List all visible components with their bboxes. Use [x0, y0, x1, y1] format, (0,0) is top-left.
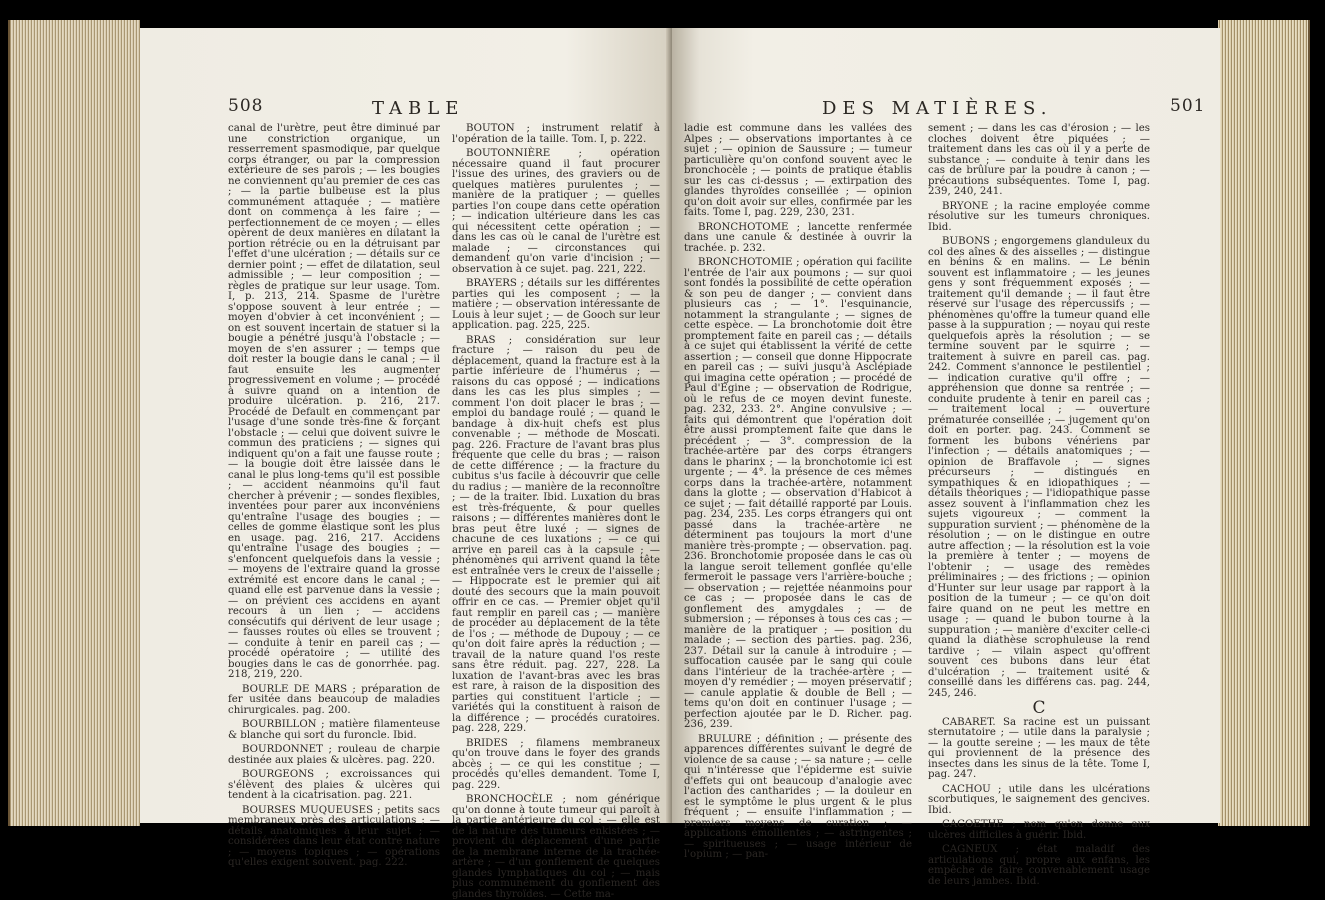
index-entry: BRONCHOTOMIE ; opération qui facilite l'entrée de l'air aux poumons ; — sur quoi sont fondés la possibilité de cette opération & son peu de danger ; — convient dans plusieurs cas ; — 1°. l'esquinancie, notamment la strangulante ; — signes de cette espèce. — La bronchotomie doit être promptement faite en pareil cas ; — détails à ce sujet qui établissent la vérité de cette assertion ; — conseil que donne Hippocrate en pareil cas ; — suivi jusqu'à Asclépiade qui imagina cette opération ; — procédé de Paul d'Egine ; — observation de Rodrigue, où le refus de ce moyen devint funeste. pag. 232, 233. 2°. Angine convulsive ; — faits qui démontrent que l'opération doit être aussi promptement faite que dans le précédent ; — 3°. compression de la trachée-artère par des corps étrangers dans le pharinx ; — la bronchotomie ici est urgente ; — 4°. la présence de ces mêmes corps dans la trachée-artère, notamment dans la glotte ; — observation d'Habicot à ce sujet ; — fait détaillé rapporté par Louis. pag. 234, 235. Les corps étrangers qui ont passé dans la trachée-artère ne déterminent pas toujours la mort d'une manière très-prompte ; — observation. pag. 236. Bronchotomie proposée dans le cas où la langue seroit tellement gonflée qu'elle fermeroit le passage vers l'arrière-bouche ; — observation ; — rejettée néanmoins pour ce cas ; — proposée dans le cas de gonflement des amygdales ; — de submersion ; — réponses à tous ces cas ; — manière de la pratiquer ; — position du malade ; — section des parties. pag. 236, 237. Détail sur la canule à introduire ; — suffocation causée par le sang qui coule dans l'intérieur de la trachée-artère ; — moyen d'y remédier ; — moyen préservatif ; — canule applatie & double de Bell ; — tems qu'on doit en continuer l'usage ; — perfection ajoutée par le D. Richer. pag. 236, 239.	[684, 257, 912, 730]
book-edge-right	[1218, 20, 1318, 826]
index-entry: BOURBILLON ; matière filamenteuse & blanche qui sort du furoncle. Ibid.	[228, 719, 440, 741]
index-entry: BOURGEONS ; excroissances qui s'élèvent des plaies & ulcères qui tendent à la cicatrisation. pag. 221.	[228, 769, 440, 801]
index-entry: sement ; — dans les cas d'érosion ; — les cloches doivent être piquées ; — traitement dans les cas où il y a perte de substance ; — conduite à tenir dans les cas de brûlure par la poudre à canon ; — précautions subséquentes. Tome I, pag. 239, 240, 241.	[928, 123, 1150, 197]
left-page	[140, 28, 672, 900]
index-entry: BOURSES MUQUEUSES ; petits sacs membraneux près des articulations ; — détails anatomiques à leur sujet ; — considérées dans leur état contre nature ; — moyens topiques ; — opérations qu'elles exigent souvent. pag. 222.	[228, 804, 440, 868]
index-entry: BOUTONNIÈRE ; opération nécessaire quand il faut procurer l'issue des urines, des graviers ou de quelques matières purulentes ; — manière de la pratiquer ; — quelles parties l'on coupe dans cette opération ; — indication ultérieure dans les cas qui nécessitent cette opération ; — dans les cas où le canal de l'urètre est malade ; — circonstances qui demandent qu'on varie d'incision ; — observation à ce sujet. pag. 221, 222.	[452, 148, 660, 275]
index-entry: BRYONE ; la racine employée comme résolutive sur les tumeurs chroniques. Ibid.	[928, 200, 1150, 233]
left-column-2	[452, 123, 661, 900]
index-entry: BRONCHOTOME ; lancette renfermée dans une canule & destinée à ouvrir la trachée. p. 232.	[684, 221, 912, 254]
index-entry: BOURLE DE MARS ; préparation de fer usitée dans beaucoup de maladies chirurgicales. pag. 200.	[228, 683, 440, 716]
left-column-1	[228, 123, 440, 868]
index-entry: CACHOU ; utile dans les ulcérations scorbutiques, le saignement des gencives. Ibid.	[928, 783, 1150, 816]
book-edge-left	[0, 20, 140, 826]
index-entry: CABARET. Sa racine est un puissant sternutatoire ; — utile dans la paralysie ; — la goutte sereine ; — les maux de tête qui proviennent de la présence des insectes dans les sinus de la tête. Tome I, pag. 247.	[928, 716, 1150, 780]
index-entry: CAGNEUX ; état maladif des articulations qui, propre aux enfans, les empêche de faire convenablement usage de leurs jambes. Ibid.	[928, 844, 1150, 887]
left-page-number: 508	[228, 96, 264, 116]
right-column-1	[684, 123, 912, 860]
index-entry: canal de l'urètre, peut être diminué par une constriction organique, un resserrement spasmodique, par quelque corps étranger, ou par la compression extérieure de ses parois ; — les bougies ne conviennent qu'au premier de ces cas ; — la partie bulbeuse est la plus communément attaquée ; — matière dont on commença à les faire ; — perfectionnement de ce moyen ; — elles opèrent de deux manières en dilatant la portion rétrécie ou en la détruisant par l'effet d'une ulcération ; — détails sur ce dernier point ; — effet de dilatation, seul admissible ; — leur composition ; — règles de pratique sur leur usage. Tom. I, p. 213, 214. Spasme de l'urètre s'oppose souvent à leur entrée ; — moyen d'obvier à cet inconvénient ; — on est souvent incertain de statuer si la bougie a pénétré jusqu'à l'obstacle ; — moyen de s'en assurer ; — temps que doit rester la bougie dans le canal ; — il faut ensuite les augmenter progressivement en volume ; — procédé à suivre quand on a intention de produire ulcération. p. 216, 217. Procédé de Default en commençant par l'usage d'une sonde très-fine & forçant l'obstacle ; — celui que doivent suivre le commun des praticiens ; — signes qui indiquent qu'on a fait une fausse route ; — la bougie doit être laissée dans le canal le plus long-tems qu'il est possible ; — accident néanmoins qu'il faut chercher à prévenir ; — sondes flexibles, inventées pour parer aux inconvéniens qu'entraîne l'usage des bougies ; — celles de gomme élastique sont les plus en usage. pag. 216, 217. Accidens qu'entraîne l'usage des bougies ; — s'enfoncent quelquefois dans la vessie ; — moyens de l'extraire quand la grosse extrémité est encore dans le canal ; — quand elle est parvenue dans la vessie ; — on prévient ces accidens en ayant recours à un lien ; — accidens consécutifs qui dérivent de leur usage ; — fausses routes où elles se trouvent ; — conduite à tenir en pareil cas ; — procédé opératoire ; — utilité des bougies dans le cas de gonorrhée. pag. 218, 219, 220.	[228, 123, 440, 680]
section-letter-heading: C	[1032, 698, 1046, 718]
index-entry: BRIDES ; filamens membraneux qu'on trouve dans le foyer des grands abcès ; — ce qui les constitue ; — procédés qu'elles demandent. Tome I, pag. 229.	[452, 737, 660, 791]
index-entry: BOUTON ; instrument relatif à l'opération de la taille. Tom. I, p. 222.	[452, 123, 660, 145]
right-running-head: DES MATIÈRES.	[822, 98, 1053, 119]
right-page-number: 501	[1170, 96, 1206, 116]
left-running-head: TABLE	[372, 98, 465, 119]
index-entry: BRAYERS ; détails sur les différentes parties qui les composent ; — la matière ; — observation intéressante de Louis à leur sujet ; — de Gooch sur leur application. pag. 225, 225.	[452, 278, 660, 331]
index-entry: BRULURE ; définition ; — présente des apparences différentes suivant le degré de violence de sa cause ; — sa nature ; — celle qui n'intéresse que l'épiderme est suivie d'effets qui ont beaucoup d'analogie avec l'action des cantharides ; — la douleur en est le symptôme le plus urgent & le plus fréquent ; — ensuite l'inflammation ; — premiers moyens de curation ; — applications émollientes ; — astringentes ; — spiritueuses ; — usage intérieur de l'opium ; — pan-	[684, 733, 912, 860]
index-entry: BUBONS ; engorgemens glanduleux du col des aînes & des aisselles ; — distingue en bénins & en malins. — Le bénin souvent est inflammatoire ; — les jeunes gens y sont fréquemment exposés ; — traitement qu'il demande ; — il faut être réservé sur l'usage des répercussifs ; — phénomènes qu'offre la tumeur quand elle passe à la suppuration ; — noyau qui reste quelquefois après la résolution ; — se termine souvent par le squirre ; — traitement à suivre en pareil cas. pag. 242. Comment s'annonce le pestilentiel ; — indication curative qu'il offre ; — appréhension que donne sa rentrée ; — conduite prudente à tenir en pareil cas ; — traitement local ; — ouverture prématurée conseillée ; — jugement qu'on doit en porter. pag. 243. Comment se forment les bubons vénériens par l'infection ; — détails anatomiques ; — opinion de Braffavole ; — signes précurseurs ; — distingués en sympathiques & en idiopathiques ; — détails théoriques ; — l'idiopathique passe assez souvent à l'inflammation chez les sujets vigoureux ; — comment la suppuration survient ; — phénomène de la résolution ; — on le distingue en outre autre affection ; — la résolution est la voie la première à tenter ; — moyens de l'obtenir ; — usage des remèdes préliminaires ; — des frictions ; — opinion d'Hunter sur leur usage par rapport à la position de la tumeur ; — ce qu'on doit faire quand on ne peut les mettre en usage ; — quand le bubon tourne à la suppuration ; — manière d'exciter celle-ci quand la diathèse scrophuleuse la rend tardive ; — vilain aspect qu'offrent souvent ces bubons dans leur état d'ulcération ; — traitement usité & conseillé dans les différens cas. pag. 244, 245, 246.	[928, 236, 1150, 699]
right-column-2	[928, 123, 1150, 887]
index-entry: BRAS ; considération sur leur fracture ; — raison du peu de déplacement, quand la fracture est à la partie inférieure de l'humérus ; — raisons du cas opposé ; — indications dans les cas les plus simples ; — comment l'on doit placer le bras ; — emploi du bandage roulé ; — quand le bandage à dix-huit chefs est plus convenable ; — méthode de Moscati. pag. 226. Fracture de l'avant bras plus fréquente que celle du bras ; — raison de cette différence ; — la fracture du cubitus s'us facile à découvrir que celle du radius ; — manière de la reconnoître ; — de la traiter. Ibid. Luxation du bras est très-fréquente, & pour quelles raisons ; — différentes manières dont le bras peut être luxé ; — signes de chacune de ces luxations ; — ce qui arrive en pareil cas à la capsule ; — phénomènes qui arrivent quand la tête est entraînée vers le creux de l'aisselle ; — Hippocrate est le premier qui ait douté des secours que la main pouvoit offrir en ce cas. — Premier objet qu'il faut remplir en pareil cas ; — manière de procéder au déplacement de la tête de l'os ; — méthode de Dupouy ; — ce qu'on doit faire après la réduction ; — travail de la nature quand l'os reste sans être réduit. pag. 227, 228. La luxation de l'avant-bras avec les bras est rare, à raison de la disposition des parties qui constituent l'article ; — variétés qui la constituent à raison de la différence ; — procédés curatoires. pag. 228, 229.	[452, 334, 661, 734]
index-entry: ladie est commune dans les vallées des Alpes ; — observations importantes à ce sujet ; — opinion de Saussure ; — tumeur particulière qu'on confond souvent avec le bronchocèle ; — points de pratique établis sur les cas ci-dessus ; — extirpation des glandes thyroïdes conseillée ; — opinion qu'on doit avoir sur elles, confirmée par les faits. Tome I, pag. 229, 230, 231.	[684, 123, 912, 218]
right-page	[672, 28, 1220, 887]
index-entry: BRONCHOCÈLE ; nom générique qu'on donne à toute tumeur qui paroît à la partie antérieure du col ; — elle est de la nature des tumeurs enkistées ; — provient du déplacement d'une partie de la membrane interne de la trachée-artère ; — d'un gonflement de quelques glandes lymphatiques du col ; — mais plus communément du gonflement des glandes thyroïdes. — Cette ma-	[452, 794, 660, 900]
index-entry: BOURDONNET ; rouleau de charpie destinée aux plaies & ulcères. pag. 220.	[228, 744, 440, 766]
index-entry: CACOETHE ; nom qu'on donne aux ulcères difficiles à guérir. Ibid.	[928, 819, 1150, 841]
